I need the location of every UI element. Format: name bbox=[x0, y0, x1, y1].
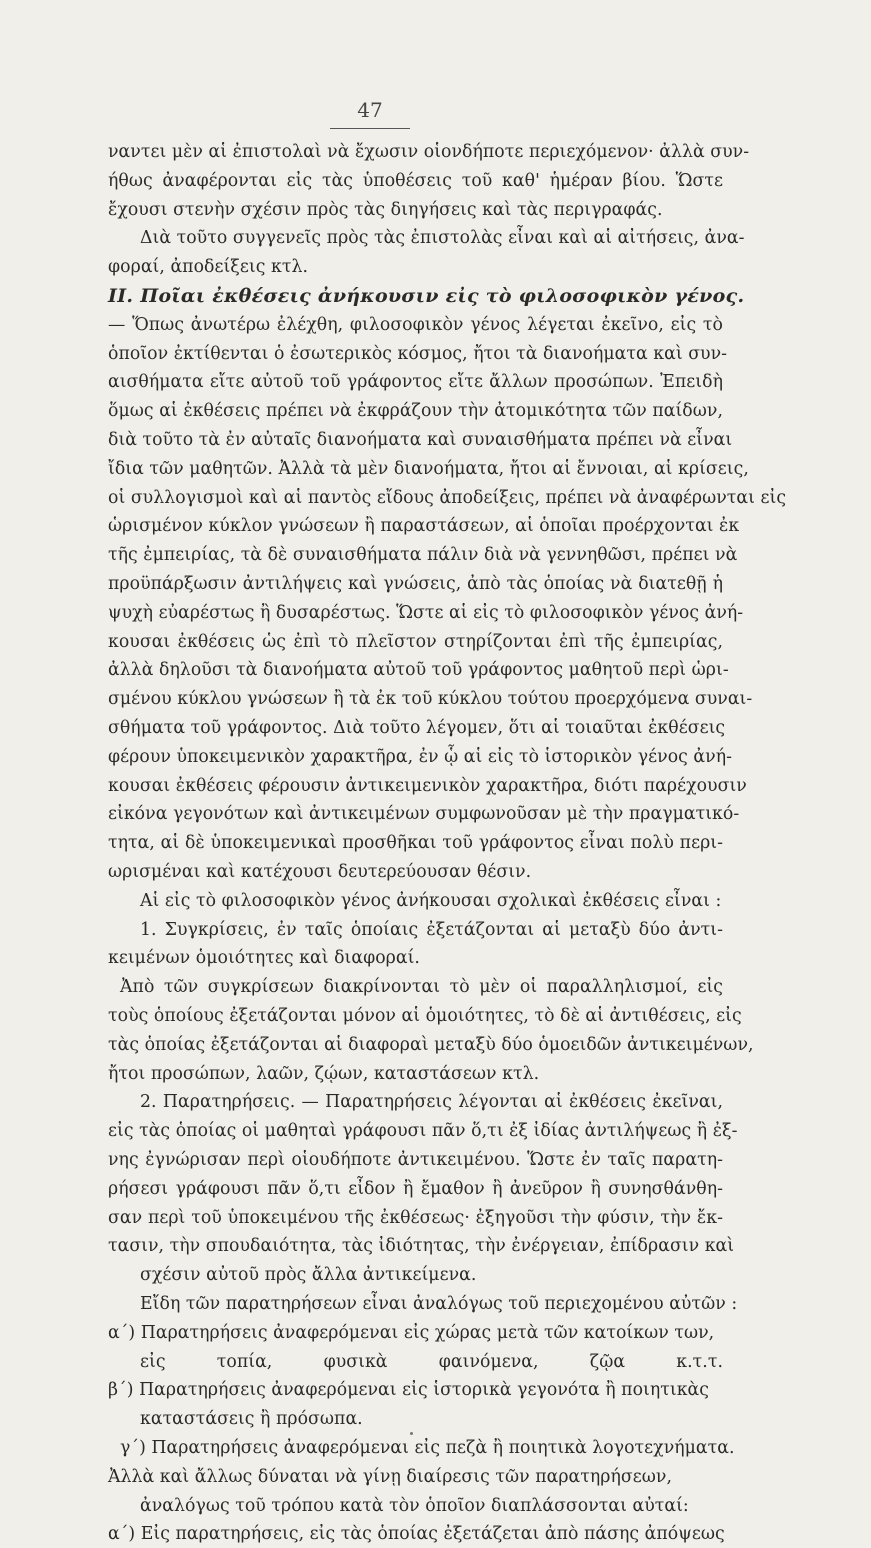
text-line: ἀναλόγως τοῦ τρόπου κατὰ τὸν ὁποῖον διαπλάσσονται αὐταί: bbox=[140, 1495, 689, 1516]
text-line: εἰς τὰς ὁποίας οἱ μαθηταὶ γράφουσι πᾶν ὅ,τι ἐξ ἰδίας ἀντιλήψεως ἢ ἐξ- bbox=[108, 1121, 738, 1142]
text-line: οἱ συλλογισμοὶ καὶ αἱ παντὸς εἴδους ἀποδείξεις, πρέπει νὰ ἀναφέρωνται εἰς bbox=[108, 487, 787, 508]
text-line: γ΄) Παρατηρήσεις ἀναφερόμεναι εἰς πεζὰ ἢ ποιητικὰ λογοτεχνήματα. bbox=[120, 1438, 735, 1458]
text-line: τασιν, τὴν σπουδαιότητα, τὰς ἰδιότητας, τὴν ἐνέργειαν, ἐπίδρασιν καὶ bbox=[108, 1236, 735, 1257]
text-line: φοραί, ἀποδείξεις κτλ. bbox=[108, 257, 308, 278]
text-line: Εἴδη τῶν παρατηρήσεων εἶναι ἀναλόγως τοῦ περιεχομένου αὐτῶν : bbox=[140, 1294, 738, 1314]
text-line: ρήσεσι γράφουσι πᾶν ὅ,τι εἶδον ἢ ἔμαθον ἢ ἀνεῦρον ἢ συνησθάνθη- bbox=[108, 1178, 723, 1199]
text-line: α΄) Παρατηρήσεις ἀναφερόμεναι εἰς χώρας μετὰ τῶν κατοίκων των, bbox=[108, 1322, 715, 1343]
text-line: σαν περὶ τοῦ ὑποκειμένου τῆς ἐκθέσεως· ἐξηγοῦσι τὴν φύσιν, τὴν ἔκ- bbox=[108, 1207, 723, 1228]
text-line: σθήματα τοῦ γράφοντος. Διὰ τοῦτο λέγομεν, ὅτι αἱ τοιαῦται ἐκθέσεις bbox=[108, 718, 726, 738]
text-line: Αἱ εἰς τὸ φιλοσοφικὸν γένος ἀνήκουσαι σχολικαὶ ἐκθέσεις εἶναι : bbox=[140, 890, 722, 911]
text-line: ἔχουσι στενὴν σχέσιν πρὸς τὰς διηγήσεις καὶ τὰς περιγραφάς. bbox=[108, 199, 663, 220]
text-line: κειμένων ὁμοιότητες καὶ διαφοραί. bbox=[108, 948, 420, 969]
text-line: β΄) Παρατηρήσεις ἀναφερόμεναι εἰς ἱστορικὰ γεγονότα ἢ ποιητικὰς bbox=[108, 1380, 710, 1401]
text-line: διὰ τοῦτο τὰ ἐν αὐταῖς διανοήματα καὶ συναισθήματα πρέπει νὰ εἶναι bbox=[108, 430, 733, 450]
ink-smudge bbox=[410, 1432, 413, 1435]
text-line: κουσαι ἐκθέσεις ὡς ἐπὶ τὸ πλεῖστον στηρίζονται ἐπὶ τῆς ἐμπειρίας, bbox=[108, 631, 723, 652]
text-line: προϋπάρξωσιν ἀντιλήψεις καὶ γνώσεις, ἀπὸ τὰς ὁποίας νὰ διατεθῇ ἡ bbox=[108, 574, 723, 594]
text-line: σμένου κύκλου γνώσεων ἢ τὰ ἐκ τοῦ κύκλου τούτου προερχόμενα συναι- bbox=[108, 689, 753, 710]
text-line: αισθήματα εἴτε αὐτοῦ τοῦ γράφοντος εἴτε ἄλλων προσώπων. Ἐπειδὴ bbox=[108, 372, 723, 393]
text-line: φέρουν ὑποκειμενικὸν χαρακτῆρα, ἐν ᾧ αἱ εἰς τὸ ἱστορικὸν γένος ἀνή- bbox=[108, 746, 732, 767]
text-line: 1. Συγκρίσεις, ἐν ταῖς ὁποίαις ἐξετάζονται αἱ μεταξὺ δύο ἀντι- bbox=[140, 919, 723, 940]
text-line: — Ὅπως ἀνωτέρω ἐλέχθη, φιλοσοφικὸν γένος λέγεται ἐκεῖνο, εἰς τὸ bbox=[108, 314, 723, 335]
text-line: κουσαι ἐκθέσεις φέρουσιν ἀντικειμενικὸν χαρακτῆρα, διότι παρέχουσιν bbox=[108, 775, 747, 796]
text-line: τοὺς ὁποίους ἐξετάζονται μόνον αἱ ὁμοιότητες, τὸ δὲ αἱ ἀντιθέσεις, εἰς bbox=[108, 1006, 742, 1026]
text-line: εἰς τοπία, φυσικὰ φαινόμενα, ζῷα κ.τ.τ. bbox=[140, 1351, 723, 1372]
text-line: καταστάσεις ἢ πρόσωπα. bbox=[140, 1409, 363, 1430]
text-line: ψυχὴ εὐαρέστως ἢ δυσαρέστως. Ὥστε αἱ εἰς τὸ φιλοσοφικὸν γένος ἀνή- bbox=[108, 602, 744, 623]
text-line: 2. Παρατηρήσεις. — Παρατηρήσεις λέγονται αἱ ἐκθέσεις ἐκεῖναι, bbox=[140, 1092, 723, 1113]
text-line: α΄) Εἰς παρατηρήσεις, εἰς τὰς ὁποίας ἐξετάζεται ἀπὸ πάσης ἀπόψεως bbox=[108, 1524, 725, 1545]
text-line: ωρισμέναι καὶ κατέχουσι δευτερεύουσαν θέσιν. bbox=[108, 862, 532, 882]
text-line: ὅμως αἱ ἐκθέσεις πρέπει νὰ ἐκφράζουν τὴν ἀτομικότητα τῶν παίδων, bbox=[108, 401, 723, 422]
text-line: σχέσιν αὐτοῦ πρὸς ἄλλα ἀντικείμενα. bbox=[140, 1265, 477, 1286]
text-line: νης ἐγνώρισαν περὶ οἱουδήποτε ἀντικειμένου. Ὥστε ἐν ταῖς παρατη- bbox=[108, 1150, 723, 1170]
text-line: Διὰ τοῦτο συγγενεῖς πρὸς τὰς ἐπιστολὰς εἶναι καὶ αἱ αἰτήσεις, ἀνα- bbox=[140, 228, 745, 249]
text-line: εἰκόνα γεγονότων καὶ ἀντικειμένων συμφωνοῦσαν μὲ τὴν πραγματικό- bbox=[108, 804, 740, 825]
text-line: ὡρισμένον κύκλον γνώσεων ἢ παραστάσεων, αἱ ὁποῖαι προέρχονται ἐκ bbox=[108, 516, 740, 537]
text-line: ναντει μὲν αἱ ἐπιστολαὶ νὰ ἔχωσιν οἱονδήποτε περιεχόμενον· ἀλλὰ συν- bbox=[108, 142, 750, 162]
text-line: τητα, αἱ δὲ ὑποκειμενικαὶ προσθῆκαι τοῦ γράφοντος εἶναι πολὺ περι- bbox=[108, 833, 723, 854]
text-line: Ἀπὸ τῶν συγκρίσεων διακρίνονται τὸ μὲν οἱ παραλληλισμοί, εἰς bbox=[120, 977, 723, 998]
text-line: ἀλλὰ δηλοῦσι τὰ διανοήματα αὐτοῦ τοῦ γράφοντος μαθητοῦ περὶ ὡρι- bbox=[108, 660, 729, 681]
text-line: ἤτοι προσώπων, λαῶν, ζῴων, καταστάσεων κτλ. bbox=[108, 1063, 540, 1084]
text-line: Ἀλλὰ καὶ ἄλλως δύναται νὰ γίνῃ διαίρεσις τῶν παρατηρήσεων, bbox=[108, 1466, 672, 1487]
text-line: τῆς ἐμπειρίας, τὰ δὲ συναισθήματα πάλιν διὰ νὰ γεννηθῶσι, πρέπει νὰ bbox=[108, 545, 738, 566]
text-line: ὁποῖον ἐκτίθενται ὁ ἐσωτερικὸς κόσμος, ἤτοι τὰ διανοήματα καὶ συν- bbox=[108, 343, 728, 364]
text-line: II. Ποῖαι ἐκθέσεις ἀνήκουσιν εἰς τὸ φιλοσοφικὸν γένος. bbox=[108, 285, 745, 307]
text-line: ήθως ἀναφέρονται εἰς τὰς ὑποθέσεις τοῦ καθ' ἡμέραν βίου. Ὥστε bbox=[108, 170, 723, 191]
text-line: τὰς ὁποίας ἐξετάζονται αἱ διαφοραὶ μεταξὺ δύο ὁμοειδῶν ἀντικειμένων, bbox=[108, 1034, 754, 1055]
text-line: ἴδια τῶν μαθητῶν. Ἀλλὰ τὰ μὲν διανοήματα, ἤτοι αἱ ἔννοιαι, αἱ κρίσεις, bbox=[108, 458, 749, 479]
page-number: 47 bbox=[330, 98, 410, 129]
